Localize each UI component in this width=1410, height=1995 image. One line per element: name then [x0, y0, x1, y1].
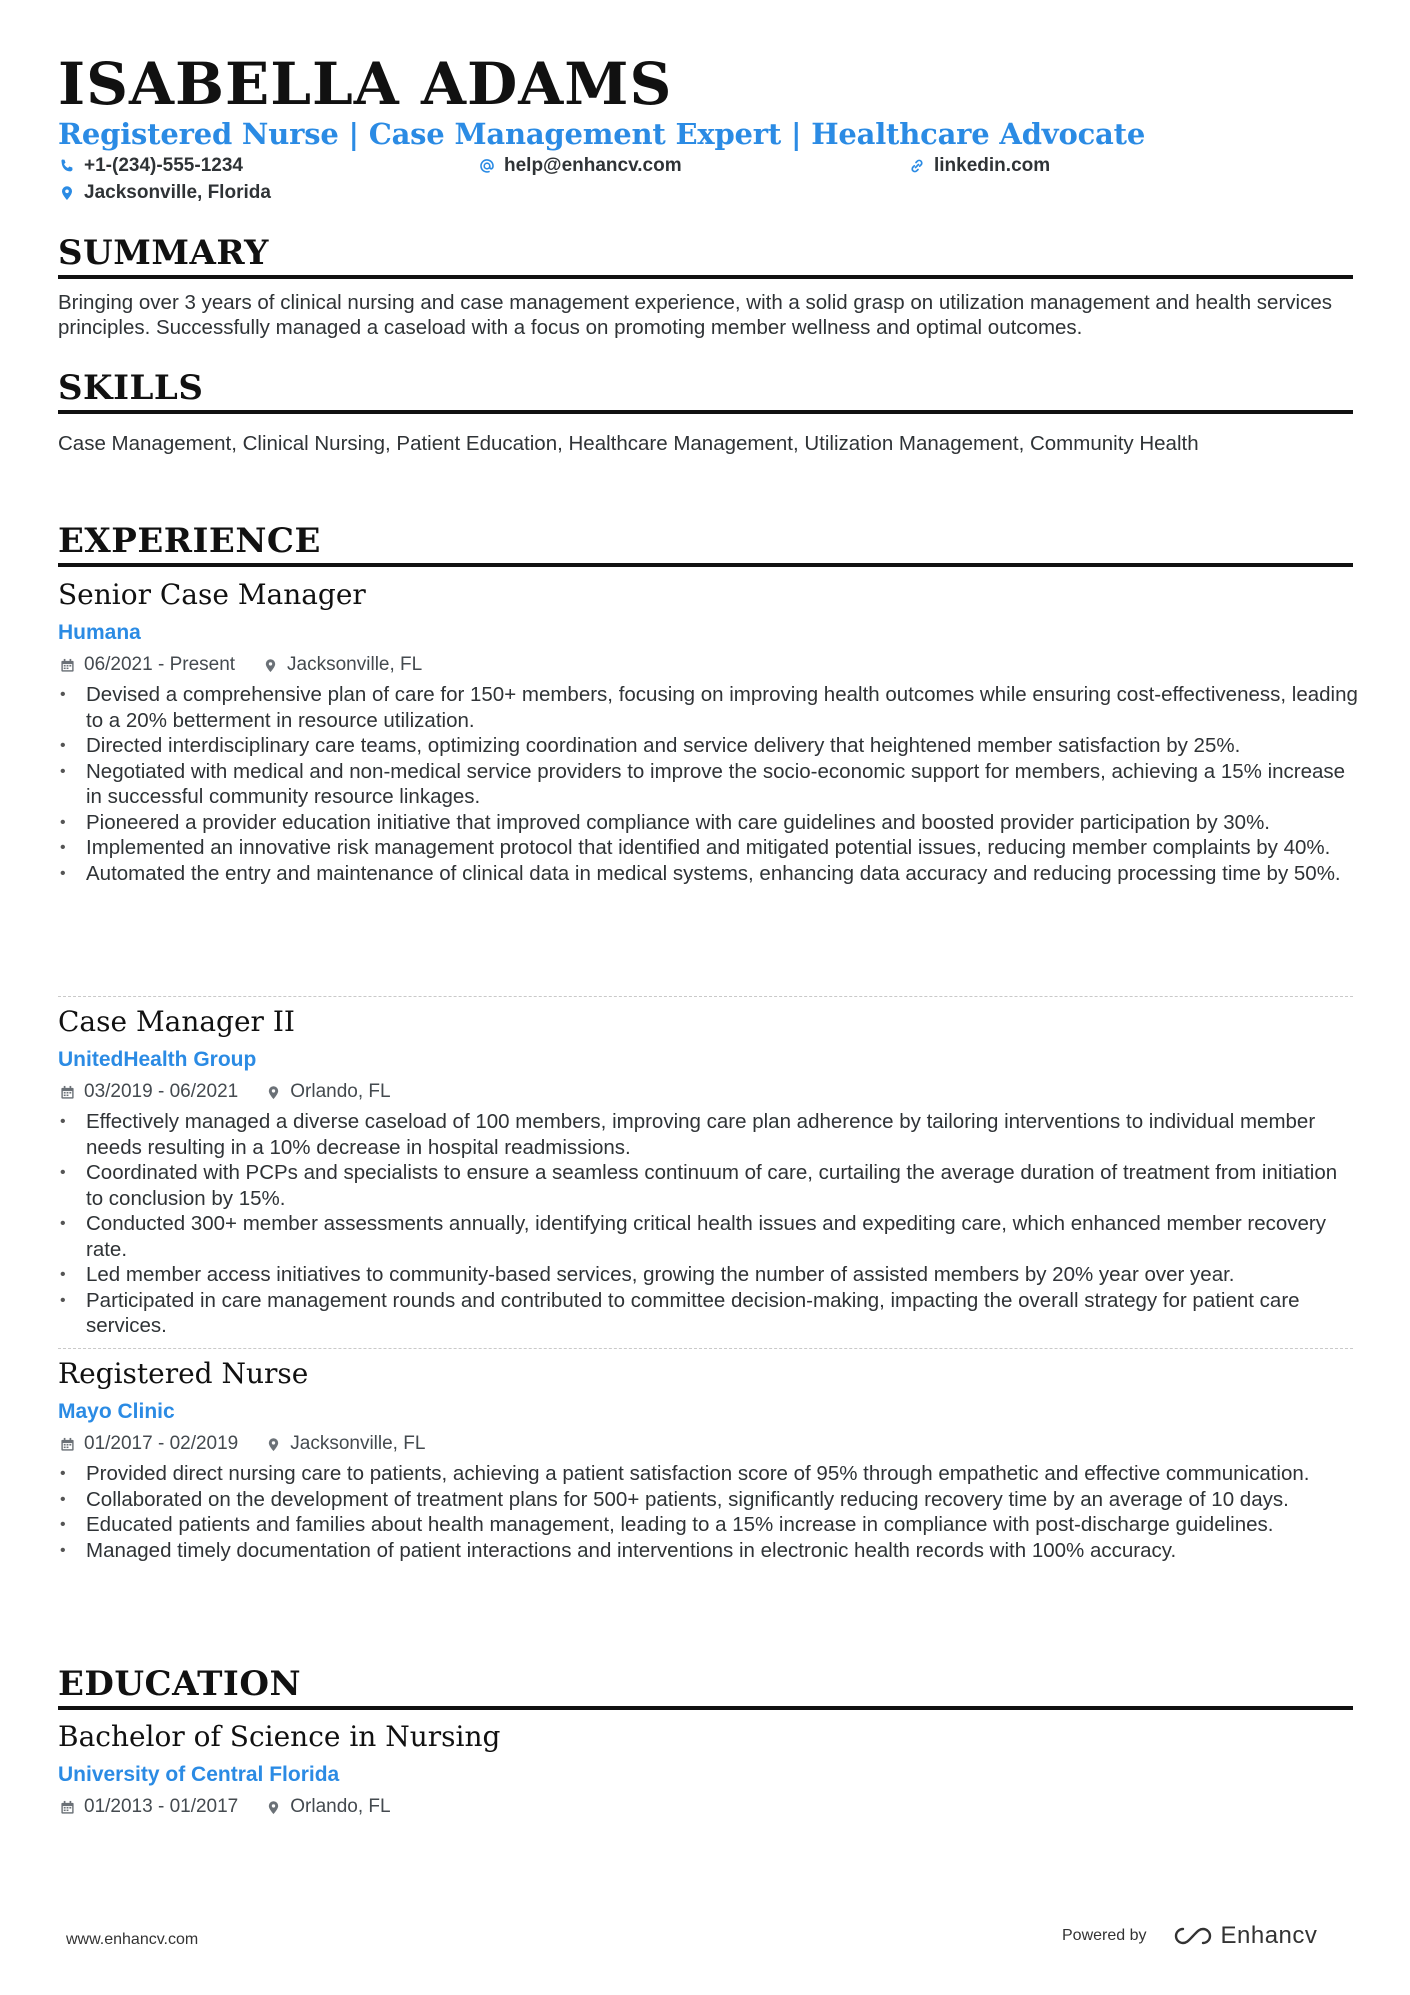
summary-divider: [58, 275, 1353, 279]
education-heading: EDUCATION: [58, 1664, 302, 1704]
job-location: Jacksonville, FL: [287, 654, 423, 675]
experience-divider: [58, 563, 1353, 567]
powered-by-label: Powered by: [1062, 1927, 1147, 1944]
job-separator: [58, 1348, 1353, 1349]
job-role: Case Manager II: [58, 1005, 295, 1038]
job-company: Humana: [58, 621, 141, 644]
footer-branding[interactable]: [1062, 1922, 1317, 1950]
bullet-item: • Provided direct nursing care to patients, achieving a patient satisfaction score of 95% through empathetic and effective communication.: [60, 1462, 1310, 1485]
location-pin-icon: [264, 1083, 282, 1101]
job-bullets: [58, 682, 1358, 886]
skills-heading: SKILLS: [58, 368, 204, 408]
footer-website[interactable]: www.enhancv.com: [66, 1931, 199, 1948]
bullet-item: • Participated in care management rounds and contributed to committee decision-making, impacting the overall strategy for patient care services.: [60, 1288, 1300, 1337]
job-dates: 06/2021 - Present: [84, 654, 236, 675]
job-location: Jacksonville, FL: [290, 1433, 426, 1454]
bullet-item: • Effectively managed a diverse caseload of 100 members, improving care plan adherence by tailoring interventions to individual member needs resulting in a 10% decrease in hospital readmissions.: [60, 1110, 1316, 1159]
bullet-item: • Managed timely documentation of patient interactions and interventions in electronic health records with 100% accuracy.: [60, 1538, 1177, 1562]
bullet-item: • Directed interdisciplinary care teams, optimizing coordination and service delivery that heightened member satisfaction by 25%.: [60, 734, 1241, 757]
education-dates: 01/2013 - 01/2017: [84, 1796, 239, 1817]
enhancv-brand-text: Enhancv: [1220, 1922, 1318, 1949]
enhancv-logo-icon: [1171, 1924, 1215, 1948]
bullet-item: • Devised a comprehensive plan of care for 150+ members, focusing on improving health outcomes while ensuring cost-effectiveness, leading to a 20% betterment in resource utilization.: [60, 683, 1358, 732]
job-bullets: [58, 1109, 1358, 1339]
education-degree: Bachelor of Science in Nursing: [58, 1720, 501, 1753]
link-icon: [908, 157, 926, 175]
job-dates: 03/2019 - 06/2021: [84, 1081, 239, 1102]
education-meta: [58, 1796, 391, 1818]
bullet-item: • Pioneered a provider education initiative that improved compliance with care guidelines and boosted provider participation by 30%.: [60, 810, 1271, 834]
email-text: help@enhancv.com: [504, 155, 682, 176]
job-bullets: [58, 1461, 1358, 1563]
calendar-icon: [58, 1798, 76, 1816]
location-text: Jacksonville, Florida: [84, 182, 271, 203]
bullet-item: • Led member access initiatives to community-based services, growing the number of assisted members by 20% year over year.: [60, 1263, 1235, 1286]
job-location: Orlando, FL: [290, 1081, 391, 1102]
education-divider: [58, 1706, 1353, 1710]
bullet-item: • Conducted 300+ member assessments annually, identifying critical health issues and expediting care, which enhanced member recovery rate.: [60, 1212, 1326, 1261]
phone-icon: [58, 157, 76, 175]
bullet-item: • Automated the entry and maintenance of clinical data in medical systems, enhancing data accuracy and reducing processing time by 50%.: [60, 861, 1341, 885]
job-meta: [58, 1433, 425, 1455]
job-meta: [58, 1081, 391, 1103]
calendar-icon: [58, 1435, 76, 1453]
calendar-icon: [58, 656, 76, 674]
job-meta: [58, 654, 422, 676]
summary-text: Bringing over 3 years of clinical nursing and case management experience, with a solid grasp on utilization management and health services principles. Successfully managed a caseload with a focus on promoting member wellness and optimal outcomes.: [58, 291, 1332, 339]
summary-heading: SUMMARY: [58, 233, 269, 273]
at-icon: [478, 157, 496, 175]
skills-text: Case Management, Clinical Nursing, Patient Education, Healthcare Management, Utilization Management, Community Health: [58, 432, 1199, 455]
job-role: Registered Nurse: [58, 1357, 309, 1390]
job-role: Senior Case Manager: [58, 578, 366, 611]
job-dates: 01/2017 - 02/2019: [84, 1433, 239, 1454]
education-school: University of Central Florida: [58, 1763, 340, 1786]
job-company: UnitedHealth Group: [58, 1048, 257, 1071]
location-pin-icon: [264, 1798, 282, 1816]
education-location: Orlando, FL: [290, 1796, 391, 1817]
location-pin-icon: [261, 656, 279, 674]
contact-linkedin[interactable]: [908, 155, 1050, 177]
calendar-icon: [58, 1083, 76, 1101]
job-company: Mayo Clinic: [58, 1400, 175, 1423]
skills-divider: [58, 410, 1353, 414]
candidate-name: ISABELLA ADAMS: [58, 50, 673, 118]
experience-heading: EXPERIENCE: [58, 521, 321, 561]
bullet-item: • Coordinated with PCPs and specialists to ensure a seamless continuum of care, curtailing the average duration of treatment from initiation to conclusion by 15%.: [60, 1161, 1338, 1210]
location-pin-icon: [58, 184, 76, 202]
phone-text: +1-(234)-555-1234: [84, 155, 243, 176]
linkedin-text: linkedin.com: [934, 155, 1051, 176]
job-separator: [58, 996, 1353, 997]
candidate-headline: Registered Nurse | Case Management Expert | Healthcare Advocate: [58, 117, 1146, 151]
contact-email[interactable]: [478, 155, 682, 177]
bullet-item: • Collaborated on the development of treatment plans for 500+ patients, significantly reducing recovery time by an average of 10 days.: [60, 1487, 1289, 1511]
bullet-item: • Implemented an innovative risk management protocol that identified and mitigated potential issues, reducing member complaints by 40%.: [60, 836, 1331, 859]
location-pin-icon: [264, 1435, 282, 1453]
contact-phone[interactable]: [58, 155, 243, 177]
bullet-item: • Negotiated with medical and non-medical service providers to improve the socio-economic support for members, achieving a 15% increase in successful community resource linkages.: [60, 759, 1346, 808]
contact-location: [58, 182, 271, 204]
bullet-item: • Educated patients and families about health management, leading to a 15% increase in compliance with post-discharge guidelines.: [60, 1513, 1274, 1536]
